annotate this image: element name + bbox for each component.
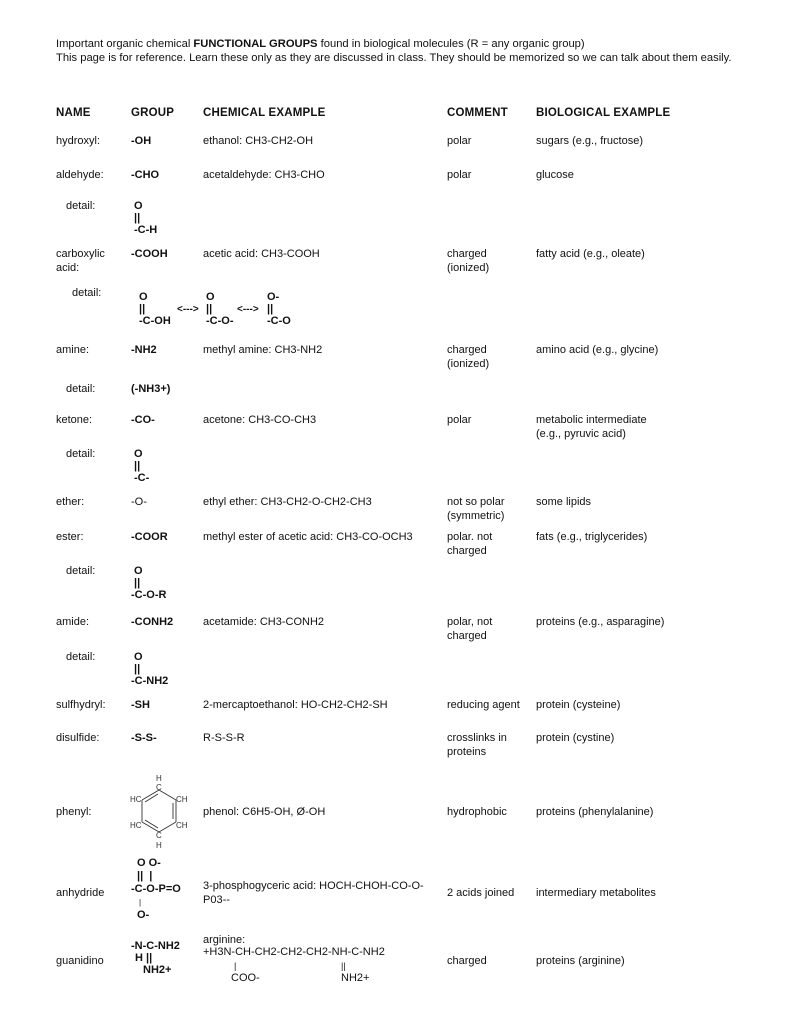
ester-detail-structure [131, 565, 166, 601]
row-anhydride-bio: intermediary metabolites [536, 887, 656, 899]
header-group: GROUP [131, 107, 175, 119]
row-guanidino-chemical-dbar: || [341, 961, 346, 971]
row-ester-chemical: methyl ester of acetic acid: CH3-CO-OCH3 [203, 531, 413, 543]
row-ether-group: -O- [131, 496, 147, 508]
row-phenyl-comment: hydrophobic [447, 806, 507, 818]
ketone-bio-line1: metabolic intermediate [536, 414, 647, 426]
row-ether-name: ether: [56, 496, 85, 508]
ester-detail-line3: -C-O-R [131, 589, 167, 601]
ring-c-top: C [156, 783, 162, 792]
resonance-arrow-2: <---> [237, 304, 259, 315]
row-hydroxyl-comment: polar [447, 135, 472, 147]
anhydride-chem-line2: P03-- [203, 894, 230, 906]
ester-detail-line1: O [134, 565, 143, 577]
row-disulfide-name: disulfide: [56, 732, 100, 744]
header-name: NAME [56, 107, 91, 119]
anhydride-g4: | [139, 898, 142, 907]
row-aldehyde-group: -CHO [131, 169, 160, 181]
s1-line1: O [139, 291, 148, 303]
row-phenyl-name: phenyl: [56, 806, 92, 818]
anhydride-g1: O O- [137, 857, 161, 869]
guanidino-g3: NH2+ [143, 964, 172, 976]
ring-h-bottom: H [156, 841, 162, 850]
row-amide-name: amide: [56, 616, 90, 628]
row-ketone-detail-label: detail: [66, 448, 96, 460]
row-anhydride-comment: 2 acids joined [447, 887, 515, 899]
intro-line1-pre: Important organic chemical [56, 38, 194, 50]
row-aldehyde-detail-label: detail: [66, 200, 96, 212]
ketone-detail-line2: || [134, 460, 141, 472]
row-disulfide-group: -S-S- [131, 732, 157, 744]
header-chemical-example: CHEMICAL EXAMPLE [203, 107, 326, 119]
amide-detail-line3: -C-NH2 [131, 675, 169, 687]
row-amide-bio: proteins (e.g., asparagine) [536, 616, 665, 628]
anhydride-g3: -C-O-P=O [131, 883, 181, 895]
row-guanidino-name: guanidino [56, 955, 104, 967]
row-ester-name: ester: [56, 531, 84, 543]
header-biological-example: BIOLOGICAL EXAMPLE [536, 107, 671, 119]
amine-comment-line1: charged [447, 344, 487, 356]
row-aldehyde-chemical: acetaldehyde: CH3-CHO [203, 169, 325, 181]
s2-line2: || [206, 303, 213, 315]
row-disulfide-bio: protein (cystine) [536, 732, 615, 744]
row-sulfhydryl-chemical: 2-mercaptoethanol: HO-CH2-CH2-SH [203, 699, 388, 711]
aldehyde-detail-line2: || [134, 212, 141, 224]
row-amine-name: amine: [56, 344, 90, 356]
disulfide-comment-line1: crosslinks in [447, 732, 507, 744]
row-guanidino-chemical-line2: +H3N-CH-CH2-CH2-CH2-NH-C-NH2 [203, 946, 385, 958]
row-amide-group: -CONH2 [131, 616, 174, 628]
row-hydroxyl-bio: sugars (e.g., fructose) [536, 135, 643, 147]
carboxylic-comment-line2: (ionized) [447, 262, 490, 274]
intro-line2: This page is for reference. Learn these only as they are discussed in class. They should be memorized so we can talk about them easily. [56, 51, 732, 64]
ester-comment-line2: charged [447, 545, 487, 557]
row-ester-bio: fats (e.g., triglycerides) [536, 531, 648, 543]
ether-comment-line2: (symmetric) [447, 510, 505, 522]
aldehyde-detail-line3: -C-H [134, 224, 158, 236]
row-amine-bio: amino acid (e.g., glycine) [536, 344, 659, 356]
ring-h-top: H [156, 774, 162, 783]
s1-line3: -C-OH [139, 315, 171, 327]
row-amide-comment [447, 615, 492, 643]
row-anhydride-chemical [203, 879, 424, 907]
row-amine-detail-group: (-NH3+) [131, 383, 171, 395]
row-hydroxyl-chemical: ethanol: CH3-CH2-OH [203, 135, 314, 147]
row-amine-group: -NH2 [131, 344, 157, 356]
row-guanidino-chemical-bar: | [234, 961, 237, 971]
ring-ch-right-top: CH [176, 795, 188, 804]
row-ester-comment [447, 530, 492, 558]
row-anhydride-name: anhydride [56, 887, 105, 899]
row-amide-detail-label: detail: [66, 651, 96, 663]
benzene-ring-icon [128, 772, 194, 850]
carboxylic-detail-structure-1 [139, 291, 171, 327]
ester-comment-line1: polar. not [447, 531, 493, 543]
row-carboxylic-chemical: acetic acid: CH3-COOH [203, 248, 320, 260]
ring-hc-left-top: HC [130, 795, 142, 804]
carboxylic-name-line1: carboxylic [56, 248, 105, 260]
row-guanidino-chemical-line1: arginine: [203, 934, 246, 946]
row-carboxylic-group: -COOH [131, 248, 168, 260]
s3-line2: || [267, 303, 274, 315]
row-hydroxyl-group: -OH [131, 135, 152, 147]
amide-comment-line1: polar, not [447, 616, 493, 628]
ester-detail-line2: || [134, 577, 141, 589]
header-comment: COMMENT [447, 107, 508, 119]
s1-line2: || [139, 303, 146, 315]
ketone-detail-line1: O [134, 448, 143, 460]
row-aldehyde-bio: glucose [536, 169, 574, 181]
row-disulfide-comment [447, 731, 507, 759]
ketone-detail-structure [134, 448, 149, 484]
anhydride-chem-line1: 3-phosphogyceric acid: HOCH-CHOH-CO-O- [203, 880, 424, 892]
row-ester-detail-label: detail: [66, 565, 96, 577]
aldehyde-detail-line1: O [134, 200, 143, 212]
guanidino-g2: H || [135, 952, 153, 964]
amide-detail-line2: || [134, 663, 141, 675]
row-guanidino-chemical-nh2: NH2+ [341, 972, 370, 984]
row-amine-detail-label: detail: [66, 383, 96, 395]
row-aldehyde-name: aldehyde: [56, 169, 104, 181]
disulfide-comment-line2: proteins [447, 746, 487, 758]
row-ether-chemical: ethyl ether: CH3-CH2-O-CH2-CH3 [203, 496, 372, 508]
ring-ch-right-bottom: CH [176, 821, 188, 830]
row-disulfide-chemical: R-S-S-R [203, 732, 245, 744]
carboxylic-comment-line1: charged [447, 248, 487, 260]
intro-line1-bold: FUNCTIONAL GROUPS [193, 38, 318, 50]
guanidino-group-structure [131, 940, 180, 976]
s3-line1: O- [267, 291, 280, 303]
row-sulfhydryl-group: -SH [131, 699, 150, 711]
amine-comment-line2: (ionized) [447, 358, 490, 370]
resonance-arrow-1: <---> [177, 304, 199, 315]
amide-comment-line2: charged [447, 630, 487, 642]
row-ether-bio: some lipids [536, 496, 592, 508]
amide-detail-structure [131, 651, 168, 687]
row-carboxylic-bio: fatty acid (e.g., oleate) [536, 248, 645, 260]
row-carboxylic-detail-label: detail: [72, 287, 102, 299]
carboxylic-detail-structure-2 [206, 291, 234, 327]
row-hydroxyl-name: hydroxyl: [56, 135, 101, 147]
s3-line3: -C-O [267, 315, 291, 327]
intro-text [56, 38, 746, 65]
row-guanidino-comment: charged [447, 955, 487, 967]
amide-detail-line1: O [134, 651, 143, 663]
ether-comment-line1: not so polar [447, 496, 505, 508]
row-phenyl-chemical: phenol: C6H5-OH, Ø-OH [203, 806, 326, 818]
row-guanidino-chemical-coo: COO- [231, 972, 260, 984]
carboxylic-detail-structure-3 [267, 291, 291, 327]
row-sulfhydryl-bio: protein (cysteine) [536, 699, 621, 711]
row-aldehyde-comment: polar [447, 169, 472, 181]
s2-line1: O [206, 291, 215, 303]
row-ketone-name: ketone: [56, 414, 93, 426]
row-amine-comment [447, 343, 489, 371]
anhydride-g2: || | [137, 870, 153, 882]
row-ketone-chemical: acetone: CH3-CO-CH3 [203, 414, 317, 426]
row-guanidino-bio: proteins (arginine) [536, 955, 625, 967]
anhydride-g5: O- [137, 909, 150, 921]
row-phenyl-bio: proteins (phenylalanine) [536, 806, 654, 818]
row-ester-group: -COOR [131, 531, 168, 543]
anhydride-group-structure [131, 857, 181, 922]
ketone-bio-line2: (e.g., pyruvic acid) [536, 428, 626, 440]
s2-line3: -C-O- [206, 315, 234, 327]
row-carboxylic-comment [447, 247, 489, 275]
carboxylic-name-line2: acid: [56, 262, 80, 274]
ring-c-bottom: C [156, 831, 162, 840]
intro-line1-post: found in biological molecules (R = any organic group) [317, 38, 585, 50]
row-sulfhydryl-name: sulfhydryl: [56, 699, 106, 711]
row-sulfhydryl-comment: reducing agent [447, 699, 520, 711]
row-ketone-comment: polar [447, 414, 472, 426]
guanidino-g1: -N-C-NH2 [131, 940, 180, 952]
row-amide-chemical: acetamide: CH3-CONH2 [203, 616, 325, 628]
row-ketone-group: -CO- [131, 414, 155, 426]
row-amine-chemical: methyl amine: CH3-NH2 [203, 344, 323, 356]
row-ketone-bio [536, 413, 647, 441]
ketone-detail-line3: -C- [134, 472, 150, 484]
ring-hc-left-bottom: HC [130, 821, 142, 830]
row-carboxylic-name [56, 247, 105, 275]
aldehyde-detail-structure [134, 200, 157, 236]
row-ether-comment [447, 495, 504, 523]
